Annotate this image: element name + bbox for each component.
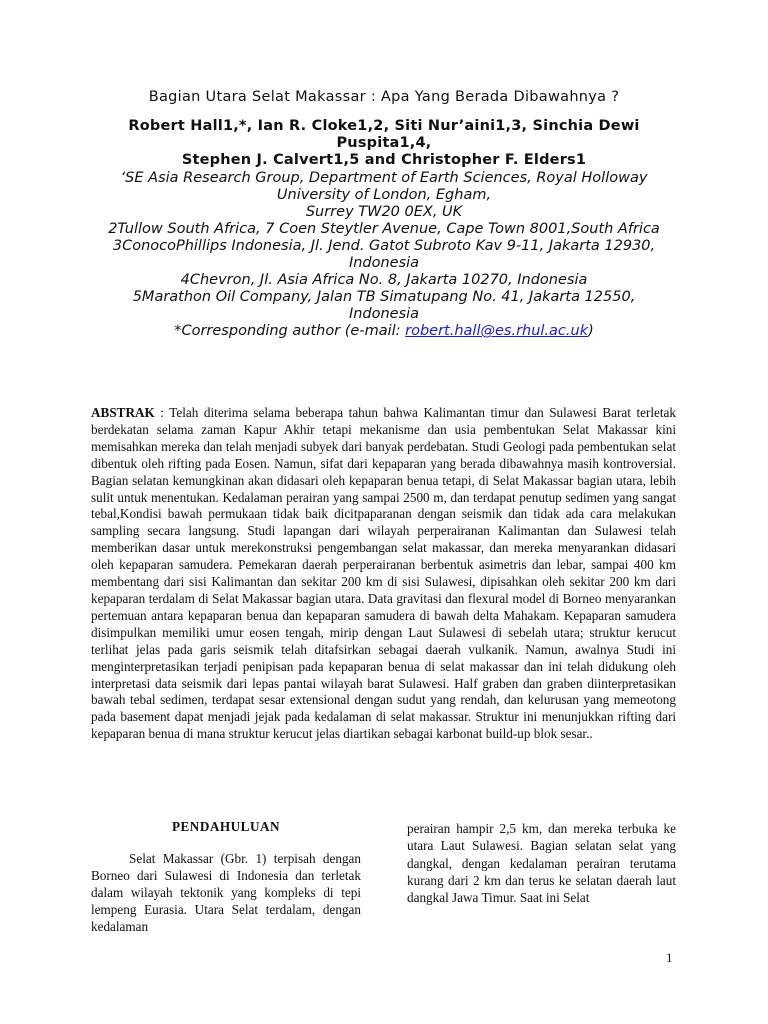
- affiliation-1-address: Surrey TW20 0EX, UK: [305, 204, 463, 220]
- left-column: [91, 818, 361, 935]
- author-list: [100, 118, 668, 169]
- affiliations: [100, 170, 668, 340]
- authors-line-2: Stephen J. Calvert1,5 and Christopher F. Elders1: [181, 152, 587, 168]
- affiliation-2: 2Tullow South Africa, 7 Coen Steytler Avenue, Cape Town 8001,South Africa: [108, 221, 660, 237]
- affiliation-1: ‘SE Asia Research Group, Department of Earth Sciences, Royal Holloway University of London, Egham,: [120, 170, 648, 203]
- abstract-body: : Telah diterima selama beberapa tahun bahwa Kalimantan timur dan Sulawesi Barat terletak berdekatan selama zaman Kapur Akhir tetapi mekanisme dan usia pembentukan Selat Makassar kini memisahkan mereka dan telah menjadi subyek dari banyak perdebatan. Studi Geologi pada pembentukan selat dibentuk oleh rifting pada Eosen. Namun, sifat dari kepaparan yang berada dibawahnya masih kontroversial. Bagian selatan kemungkinan akan didasari oleh kepaparan benua tetapi, di Selat Makassar bagian utara, lebih sulit untuk menentukan. Kedalaman perairan yang sampai 2500 m, dan terdapat penutup sedimen yang sangat tebal,Kondisi bawah permukaan tidak baik dicitpaparanan dengan seismik dan tidak ada cara melakukan sampling secara langsung. Studi lapangan dari wilayah perperairanan Kalimantan dan Sulawesi telah memberikan dasar untuk merekonstruksi pengembangan selat makassar, dan mereka menyarankan didasari oleh kepaparan samudera. Pemekaran daerah perperairanan berbentuk asimetris dan lebar, sampai 400 km membentang dari sisi Kalimantan dan sekitar 200 km di sisi Sulawesi, dipisahkan oleh sekitar 200 km dari kepaparan terdalam di Selat Makassar bagian utara. Data gravitasi dan flexural model di Borneo menyarankan pertemuan antara kepaparan benua dan kepaparan samudera di bawah delta Mahakam. Kepaparan samudera disimpulkan memiliki umur eosen tengah, mirip dengan Laut Sulawesi di sebelah utara; struktur kerucut terlihat jelas pada garis seismik telah ditafsirkan sebagai daerah vulkanik. Namun, awalnya Studi ini menginterpretasikan terjadi penipisan pada kepaparan benua di selat makassar dan ini telah didukung oleh interpretasi data seismik dari lepas pantai wilayah barat Sulawesi. Half graben dan graben diinterpretasikan bawah tebal sedimen, terdapat sesar extensional dengan sudut yang rendah, dan kelurusan yang memeotong pada basement dapat menjadi jejak pada kedalaman di selat makassar. Struktur ini menunjukkan rifting dari kepaparan benua di mana struktur kerucut jelas diartikan sebagai karbonat build-up blok sesar..: [91, 405, 676, 742]
- corresponding-author: [100, 323, 668, 340]
- intro-paragraph-left: Selat Makassar (Gbr. 1) terpisah dengan Borneo dari Sulawesi di Indonesia dan terletak dalam wilayah tektonik yang kompleks di tepi lempeng Eurasia. Utara Selat terdalam, dengan kedalaman: [91, 851, 361, 934]
- affiliation-4: 4Chevron, Jl. Asia Africa No. 8, Jakarta 10270, Indonesia: [180, 272, 588, 288]
- abstract-label: ABSTRAK: [91, 405, 155, 420]
- corresponding-prefix: *Corresponding author (e-mail:: [174, 323, 406, 339]
- abstract: [91, 405, 676, 743]
- authors-line-1: Robert Hall1,*, Ian R. Cloke1,2, Siti Nur’aini1,3, Sinchia Dewi Puspita1,4,: [128, 118, 640, 151]
- corresponding-suffix: ): [588, 323, 594, 339]
- intro-paragraph-right: perairan hampir 2,5 km, dan mereka terbuka ke utara Laut Sulawesi. Bagian selatan selat yang dangkal, dengan kedalaman perairan terutama kurang dari 2 km dan terus ke selatan daerah laut dangkal Jawa Timur. Saat ini Selat: [407, 821, 676, 906]
- affiliation-3: 3ConocoPhillips Indonesia, Jl. Jend. Gatot Subroto Kav 9-11, Jakarta 12930, Indonesia: [112, 238, 656, 271]
- paper-title: Bagian Utara Selat Makassar : Apa Yang Berada Dibawahnya ?: [148, 89, 620, 105]
- email-link[interactable]: robert.hall@es.rhul.ac.uk: [405, 323, 589, 339]
- section-heading: PENDAHULUAN: [171, 819, 281, 834]
- right-column: [407, 820, 676, 906]
- page-number: 1: [666, 950, 673, 965]
- affiliation-5: 5Marathon Oil Company, Jalan TB Simatupang No. 41, Jakarta 12550, Indonesia: [132, 289, 636, 322]
